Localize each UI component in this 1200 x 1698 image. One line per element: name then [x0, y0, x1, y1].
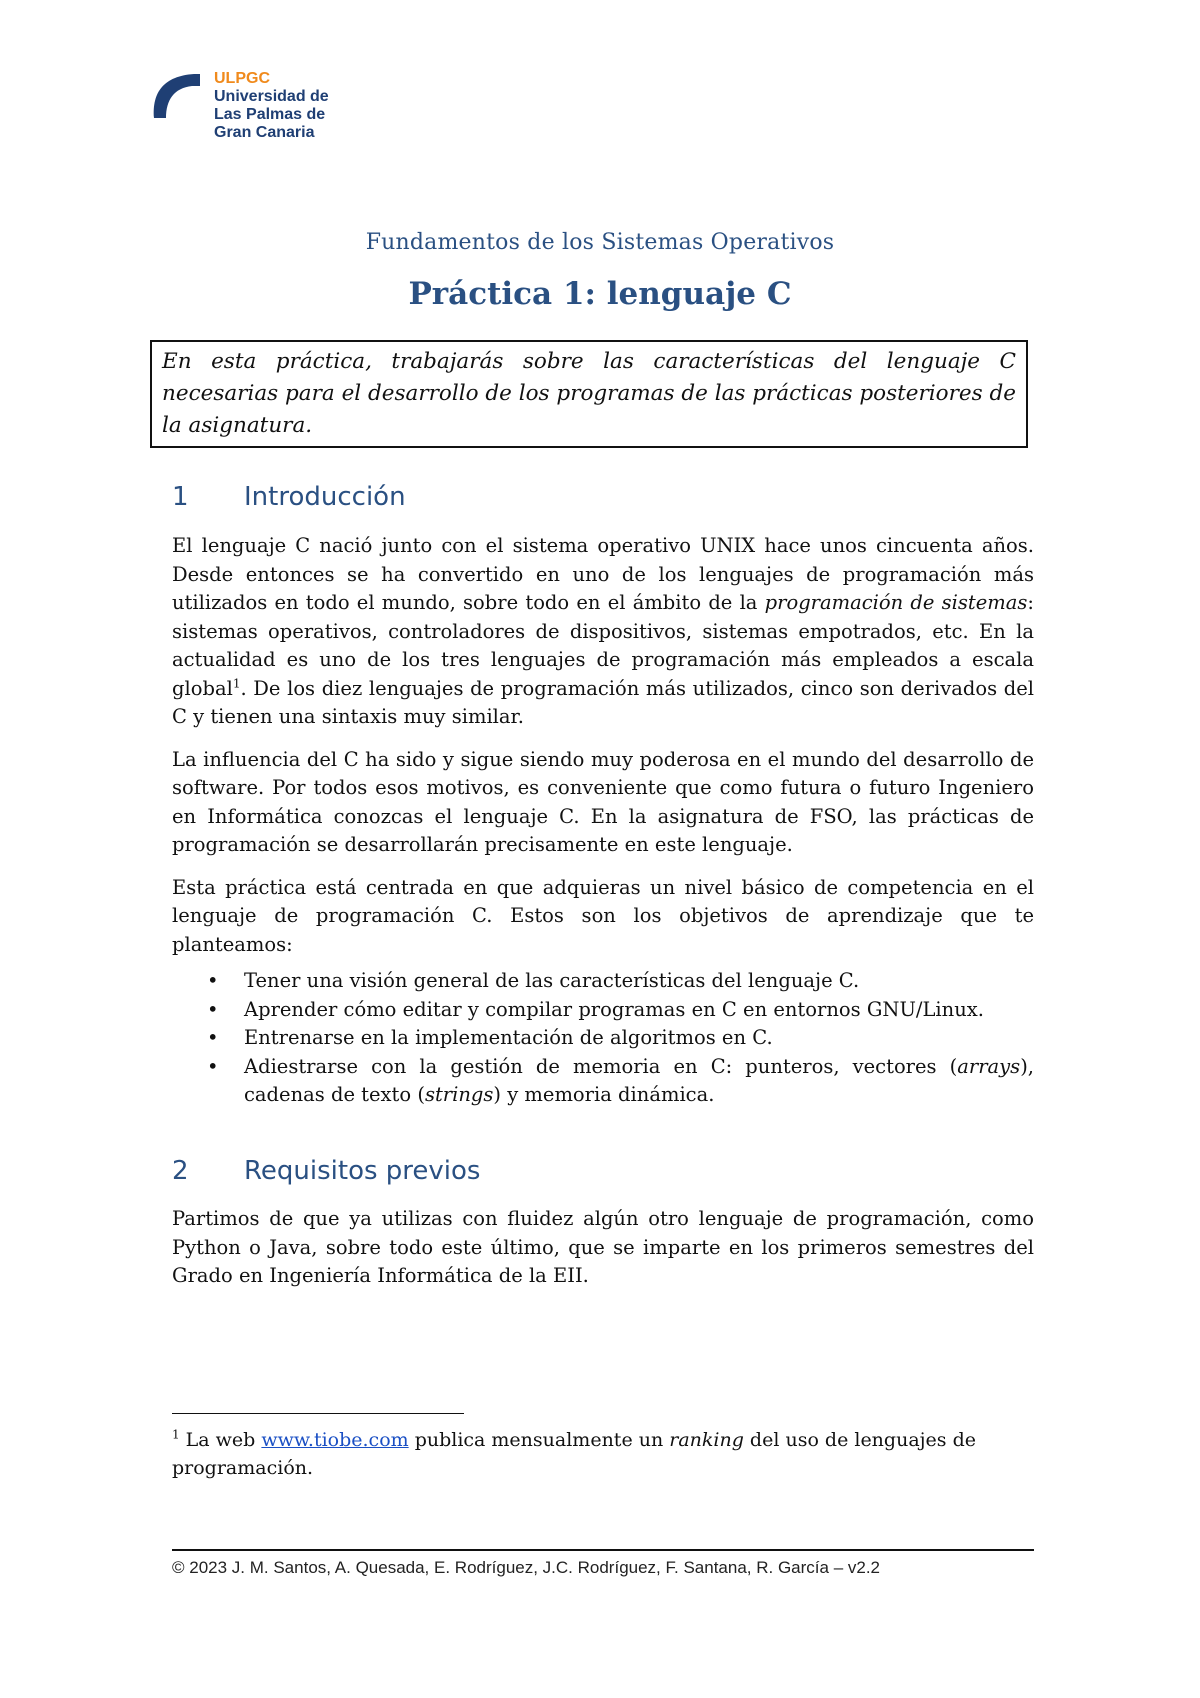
abstract-box: En esta práctica, trabajarás sobre las características del lenguaje C necesarias para el desarrollo de los programas de las prácticas posteriores de la asignatura. — [150, 340, 1028, 448]
bullet-icon: • — [207, 969, 219, 992]
objective-4-text-b: ), cadenas de texto ( — [244, 1054, 1034, 1106]
intro-paragraph-3: Esta práctica está centrada en que adquieras un nivel básico de competencia en el lenguaje de programación C. Estos son los objetivos de aprendizaje que te planteamos: — [172, 875, 1034, 956]
logo-acronym: ULPGC — [214, 70, 270, 87]
objective-2: Aprender cómo editar y compilar programas en C en entornos GNU/Linux. — [244, 997, 984, 1021]
list-item — [172, 1053, 1034, 1110]
logo-line-1: Universidad de — [214, 88, 329, 105]
objective-1: Tener una visión general de las características del lenguaje C. — [244, 969, 860, 992]
bullet-icon: • — [207, 1026, 219, 1049]
footnote-text-c: del uso de lenguajes de programación. — [172, 1429, 976, 1479]
footnote — [172, 1426, 1034, 1482]
university-logo — [148, 64, 348, 154]
objective-4-text-a: Adiestrarse con la gestión de memoria en C: punteros, vectores ( — [244, 1054, 958, 1078]
objectives-list — [172, 967, 1034, 1110]
section-2-title: Requisitos previos — [244, 1156, 481, 1186]
section-1-number: 1 — [172, 482, 189, 512]
intro-p1-emphasis: programación de sistemas — [764, 591, 1028, 614]
requisitos-paragraph-1: Partimos de que ya utilizas con fluidez algún otro lenguaje de programación, como Python o Java, sobre todo este último, que se imparte en los primeros semestres del Grado en Ingeniería Informática de la EII. — [172, 1207, 1034, 1287]
footnote-text-b: publica mensualmente un — [408, 1429, 670, 1451]
objective-4-text-c: ) y memoria dinámica. — [493, 1083, 715, 1106]
bullet-icon: • — [207, 1054, 219, 1078]
section-2-heading — [172, 1156, 480, 1186]
section-1-title: Introducción — [244, 482, 406, 512]
objective-4-em-arrays: arrays — [957, 1054, 1021, 1078]
footnote-text-a: La web — [179, 1429, 262, 1451]
footnote-reference[interactable]: 1 — [232, 676, 241, 690]
document-title: Práctica 1: lenguaje C — [408, 276, 792, 312]
logo-line-3: Gran Canaria — [214, 124, 315, 141]
list-item — [172, 967, 1034, 996]
intro-p1-text-c: . De los diez lenguajes de programación más utilizados, cinco son derivados del C y tienen una sintaxis muy similar. — [172, 676, 1034, 728]
objective-4 — [244, 1055, 1034, 1107]
bullet-icon: • — [207, 997, 219, 1021]
section-1-heading — [172, 482, 406, 512]
ulpgc-logo-mark-icon — [148, 68, 202, 120]
objective-4-em-strings: strings — [424, 1083, 494, 1106]
list-item — [172, 996, 1034, 1025]
section-2-number: 2 — [172, 1156, 189, 1186]
intro-paragraph-2: La influencia del C ha sido y sigue siendo muy poderosa en el mundo del desarrollo de software. Por todos esos motivos, es conveniente que como futura o futuro Ingeniero en Informática conozcas el lenguaje C. En la asignatura de FSO, las prácticas de programación se desarrollarán precisamente en este lenguaje. — [172, 747, 1034, 856]
footnote-mark: 1 — [172, 1427, 180, 1442]
footer-divider — [172, 1549, 1034, 1551]
logo-text — [214, 70, 329, 142]
course-subtitle: Fundamentos de los Sistemas Operativos — [365, 230, 835, 255]
objective-3: Entrenarse en la implementación de algoritmos en C. — [244, 1026, 773, 1049]
intro-paragraph-1 — [172, 532, 1034, 732]
section-1-body — [172, 532, 1034, 1110]
intro-p1-text-a: El lenguaje C nació junto con el sistema operativo UNIX hace unos cincuenta años. Desde entonces se ha convertido en uno de los lenguajes de programación más utilizados en todo el mundo, sobre todo en el ámbito de la — [172, 534, 1034, 614]
footnote-divider — [172, 1413, 464, 1414]
logo-line-2: Las Palmas de — [214, 106, 326, 123]
section-2-body — [172, 1205, 1034, 1305]
tiobe-link[interactable]: www.tiobe.com — [261, 1429, 409, 1451]
footnote-emphasis: ranking — [669, 1429, 744, 1451]
list-item — [172, 1024, 1034, 1053]
copyright-footer: © 2023 J. M. Santos, A. Quesada, E. Rodríguez, J.C. Rodríguez, F. Santana, R. García – v2.2 — [172, 1558, 880, 1577]
intro-p1-text-b: : sistemas operativos, controladores de dispositivos, sistemas empotrados, etc. En la actualidad es uno de los tres lenguajes de programación más empleados a escala global — [172, 591, 1034, 700]
